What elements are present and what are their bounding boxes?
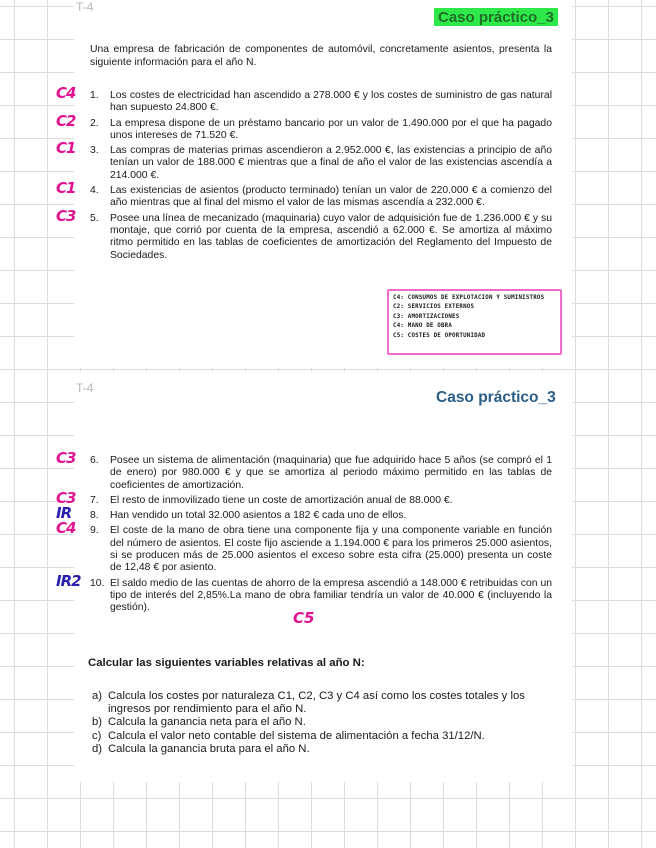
question-letter: d) (92, 742, 103, 755)
question-item (92, 730, 570, 743)
handwritten-mark: C2 (56, 111, 76, 130)
list-item (56, 488, 552, 507)
question-item (92, 690, 570, 716)
legend-line: C5: COSTES DE OPORTUNIDAD (393, 332, 486, 339)
list-item (56, 111, 552, 143)
item-number: 6. (90, 455, 99, 466)
item-text: Las compras de materias primas ascendieron a 2.952.000 €, las existencias a principio de año tenían un valor de 188.000 € mientras que a final de año el valor de las existencias ascendía a 214.000 €. (110, 145, 552, 181)
item-text: El saldo medio de las cuentas de ahorro de la empresa ascendió a 148.000 € retribuidas con un tipo de interés del 2,85%.La mano de obra familiar tendría un valor de 40.000 € (incluyendo la gestión). (110, 577, 552, 614)
question-text: Calcula los costes por naturaleza C1, C2, C3 y C4 así como los costes totales y los ingresos por rendimiento para el año N. (108, 690, 525, 716)
question-item (92, 743, 570, 756)
question-letter: a) (92, 690, 103, 702)
list-item (56, 519, 552, 574)
item-text: La empresa dispone de un préstamo bancario por un valor de 1.490.000 por el que ha pagado unos intereses de 71.520 €. (110, 117, 552, 141)
list-item (56, 504, 552, 523)
item-number: 10. (90, 577, 105, 589)
list-item (56, 139, 552, 182)
question-text: Calcula el valor neto contable del sistema de alimentación a fecha 31/12/N. (108, 729, 485, 742)
legend-line: C2: SERVICIOS EXTERNOS (393, 304, 475, 311)
page-2-list (56, 449, 552, 618)
list-item (56, 84, 552, 115)
page-2-title: Caso práctico_3 (436, 389, 556, 406)
handwritten-mark: C4 (56, 84, 76, 102)
handwritten-mark: C4 (56, 519, 76, 538)
list-item (56, 179, 552, 210)
question-text: Calcula la ganancia bruta para el año N. (108, 742, 310, 755)
page-2-tag: T-4 (76, 381, 94, 395)
intro-paragraph: Una empresa de fabricación de componentes de automóvil, concretamente asientos, presenta la siguiente información para el año N. (90, 44, 552, 68)
item-text: Los costes de electricidad han ascendido a 278.000 € y los costes de suministro de gas natural han supuesto 24.800 €. (110, 90, 552, 114)
handwritten-mark: IR (56, 504, 72, 523)
item-text: Han vendido un total 32.000 asientos a 182 € cada uno de ellos. (110, 510, 407, 522)
legend-line: C4: MANO DE OBRA (393, 323, 453, 330)
item-text: El coste de la mano de obra tiene una componente fija y una componente variable en función del número de asientos. El coste fijo asciende a 1.194.000 € para los primeros 25.000 asientos, si se producen más de 25.000 asientos el exceso sobre esta cifra (25.000) presenta un coste de 12,48 € por asiento. (110, 525, 552, 574)
item-number: 4. (90, 185, 99, 197)
item-text: Las existencias de asientos (producto terminado) tenían un valor de 220.000 € a comienzo del año mientras que al final del mismo el valor de las mismas ascendía a 232.000 €. (110, 185, 552, 209)
item-number: 1. (90, 90, 99, 101)
handwritten-mark: C3 (56, 449, 76, 467)
page-1-list (56, 84, 552, 265)
page-1-tag: T-4 (76, 0, 94, 14)
questions-list (92, 690, 570, 756)
calc-heading: Calcular las siguientes variables relativas al año N: (88, 657, 365, 669)
item-text: El resto de inmovilizado tiene un coste de amortización anual de 88.000 €. (110, 494, 453, 506)
item-number: 9. (90, 525, 99, 537)
item-text: Posee una línea de mecanizado (maquinaria) cuyo valor de adquisición fue de 1.236.000 € y su montaje, que corrió por cuenta de la empresa, ascendió a 62.000 €. Se amortiza al máximo ritmo permitido en las tablas de coeficientes de amortización del Reglamento del Impuesto de Sociedades. (110, 212, 552, 261)
handwritten-c5-mark: C5 (293, 609, 315, 627)
item-number: 5. (90, 212, 99, 224)
item-number: 3. (90, 145, 99, 157)
item-number: 2. (90, 117, 99, 129)
question-text: Calcula la ganancia neta para el año N. (108, 716, 306, 729)
handwritten-mark: C1 (56, 139, 76, 158)
item-number: 8. (90, 510, 99, 522)
list-item (56, 206, 552, 262)
question-item (92, 716, 570, 729)
item-text: Posee un sistema de alimentación (maquinaria) que fue adquirido hace 5 años (se compró el 1 de enero) por 980.000 € y que se amortiza al periodo máximo permitido en las tablas de coeficientes de amortización. (110, 455, 552, 491)
legend-line: C4: CONSUMOS DE EXPLOTACIÓN Y SUMINISTROS (393, 295, 545, 301)
handwritten-mark: C1 (56, 179, 76, 198)
legend-line: C3: AMORTIZACIONES (393, 313, 460, 320)
list-item (56, 571, 552, 615)
question-letter: c) (92, 729, 102, 742)
page-1-title: Caso práctico_3 (434, 8, 558, 26)
handwritten-mark: C3 (56, 488, 76, 507)
question-letter: b) (92, 716, 103, 729)
handwritten-legend (387, 289, 562, 355)
handwritten-mark: C3 (56, 206, 76, 225)
handwritten-mark: IR2 (56, 571, 81, 590)
list-item (56, 449, 552, 492)
item-number: 7. (90, 494, 99, 506)
